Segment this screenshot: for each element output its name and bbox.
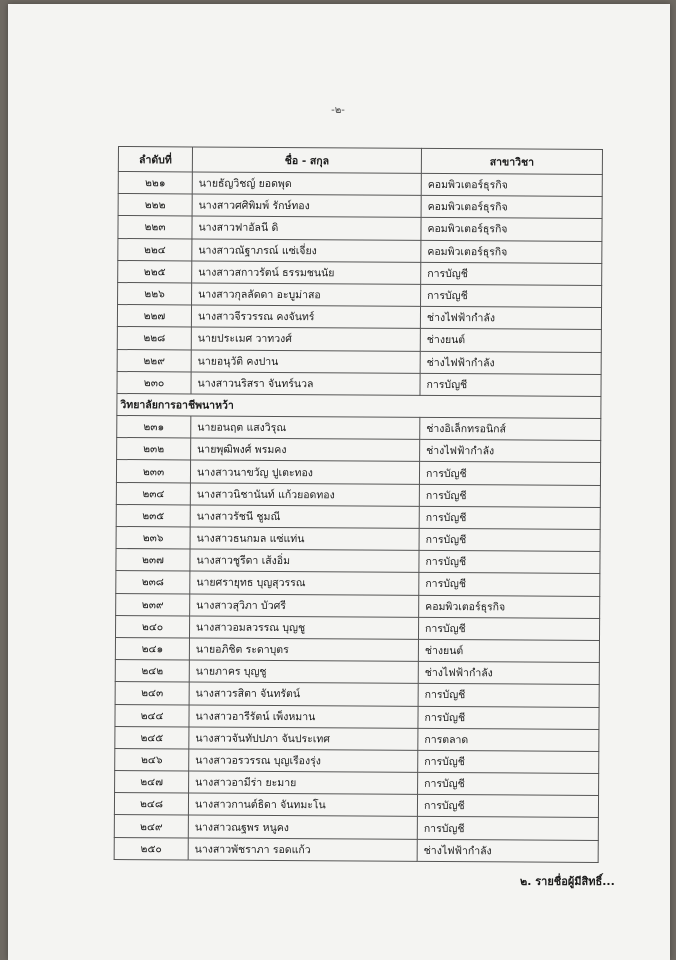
row-name: นายธัญวิชญ์ ยอดพุด bbox=[192, 172, 421, 196]
row-number: ๒๒๓ bbox=[118, 216, 192, 239]
row-name: นางสาวอามีร่า ยะมาย bbox=[189, 771, 418, 795]
table-row bbox=[116, 549, 600, 574]
row-number: ๒๓๔ bbox=[116, 482, 190, 505]
row-name: นายอนุวัติ คงปาน bbox=[191, 349, 420, 373]
table-row bbox=[115, 615, 599, 640]
row-major: คอมพิวเตอร์ธุรกิจ bbox=[421, 240, 602, 263]
row-number: ๒๓๖ bbox=[116, 526, 190, 549]
header-major: สาขาวิชา bbox=[421, 148, 602, 174]
table-row bbox=[117, 305, 601, 330]
table-row bbox=[118, 172, 602, 197]
row-major: ช่างอิเล็กทรอนิกส์ bbox=[420, 417, 601, 440]
table-row bbox=[116, 460, 600, 485]
row-major: การบัญชี bbox=[417, 817, 598, 840]
row-number: ๒๓๑ bbox=[117, 416, 191, 439]
candidate-table bbox=[114, 146, 603, 863]
table-row bbox=[116, 482, 600, 507]
row-number: ๒๕๐ bbox=[114, 837, 188, 860]
row-name: นางสาวณัฐาภรณ์ แซ่เจี่ยง bbox=[192, 239, 421, 263]
row-name: นางสาวธนกมล แซ่แท่น bbox=[190, 527, 419, 551]
row-name: นายศรายุทธ บุญสุวรรณ bbox=[190, 571, 419, 595]
row-name: นางสาวฟาอัลนี ดิ bbox=[192, 216, 421, 240]
row-name: นายประเมศ วาทวงศ์ bbox=[191, 327, 420, 351]
row-number: ๒๒๙ bbox=[117, 349, 191, 372]
row-number: ๒๒๔ bbox=[118, 238, 192, 261]
table-row bbox=[115, 748, 599, 773]
row-major: การบัญชี bbox=[419, 484, 600, 507]
row-major: การบัญชี bbox=[419, 506, 600, 529]
table-row bbox=[114, 793, 598, 818]
row-major: การบัญชี bbox=[421, 262, 602, 285]
table-row bbox=[116, 571, 600, 596]
row-major: การตลาด bbox=[418, 728, 599, 751]
table-row bbox=[114, 837, 598, 862]
row-number: ๒๔๓ bbox=[115, 682, 189, 705]
row-major: การบัญชี bbox=[421, 284, 602, 307]
row-name: นายภาคร บุญชู bbox=[189, 660, 418, 684]
table-row bbox=[114, 815, 598, 840]
row-major: ช่างไฟฟ้ากำลัง bbox=[417, 839, 598, 862]
row-name: นางสาวนาขวัญ ปูเตะทอง bbox=[190, 460, 419, 484]
row-name: นางสาวนริสรา จันทร์นวล bbox=[191, 372, 420, 396]
table-row bbox=[116, 593, 600, 618]
row-major: ช่างยนต์ bbox=[420, 329, 601, 352]
row-number: ๒๒๒ bbox=[118, 194, 192, 217]
row-major: การบัญชี bbox=[418, 772, 599, 795]
row-number: ๒๒๖ bbox=[118, 282, 192, 305]
table-row bbox=[116, 504, 600, 529]
row-number: ๒๓๓ bbox=[116, 460, 190, 483]
row-number: ๒๓๒ bbox=[117, 438, 191, 461]
table-row bbox=[117, 349, 601, 374]
footer-continuation: ๒. รายชื่อผู้มีสิทธิ์... bbox=[520, 875, 615, 888]
row-name: นางสาวณฐพร หนูคง bbox=[188, 815, 417, 839]
row-major: คอมพิวเตอร์ธุรกิจ bbox=[421, 196, 602, 219]
table-row bbox=[118, 216, 602, 241]
row-number: ๒๔๗ bbox=[115, 771, 189, 794]
table-row bbox=[115, 637, 599, 662]
row-major: คอมพิวเตอร์ธุรกิจ bbox=[419, 595, 600, 618]
row-major: ช่างไฟฟ้ากำลัง bbox=[420, 440, 601, 463]
table-row bbox=[116, 526, 600, 551]
row-major: การบัญชี bbox=[419, 462, 600, 485]
row-major: ช่างยนต์ bbox=[418, 639, 599, 662]
row-major: ช่างไฟฟ้ากำลัง bbox=[420, 351, 601, 374]
row-name: นายอภิชิต ระดาบุตร bbox=[189, 638, 418, 662]
row-name: นางสาวรัชนี ชูมณี bbox=[190, 505, 419, 529]
row-name: นางสาวอรวรรณ บุญเรืองรุ่ง bbox=[189, 749, 418, 773]
header-order: ลำดับที่ bbox=[118, 147, 192, 172]
row-name: นางสาวชูรีดา เส้งอิ่ม bbox=[190, 549, 419, 573]
row-number: ๒๔๑ bbox=[115, 637, 189, 660]
row-major: คอมพิวเตอร์ธุรกิจ bbox=[421, 218, 602, 241]
page-number: -๒- bbox=[331, 105, 345, 116]
table-row bbox=[118, 282, 602, 307]
row-name: นางสาวนิชานันท์ แก้วยอดทอง bbox=[190, 483, 419, 507]
row-name: นางสาวกานต์ธิดา จันทมะโน bbox=[188, 793, 417, 817]
row-number: ๒๔๙ bbox=[114, 815, 188, 838]
table-row bbox=[115, 682, 599, 707]
row-name: นางสาวกุลลัดดา อะบูม่าสอ bbox=[192, 283, 421, 307]
table-row bbox=[117, 416, 601, 441]
row-name: นางสาวพัชราภา รอดแก้ว bbox=[188, 838, 417, 862]
table-row bbox=[117, 371, 601, 396]
row-major: ช่างไฟฟ้ากำลัง bbox=[418, 661, 599, 684]
table-row bbox=[117, 438, 601, 463]
row-number: ๒๒๕ bbox=[118, 260, 192, 283]
row-major: การบัญชี bbox=[418, 750, 599, 773]
row-name: นายอนฤต แสงวิรุณ bbox=[191, 416, 420, 440]
row-major: การบัญชี bbox=[417, 795, 598, 818]
row-major: การบัญชี bbox=[418, 617, 599, 640]
row-number: ๒๒๑ bbox=[118, 172, 192, 195]
row-number: ๒๓๙ bbox=[116, 593, 190, 616]
table-row bbox=[115, 771, 599, 796]
row-number: ๒๔๖ bbox=[115, 748, 189, 771]
row-number: ๒๒๘ bbox=[117, 327, 191, 350]
row-number: ๒๓๗ bbox=[116, 549, 190, 572]
table-row bbox=[117, 327, 601, 352]
row-number: ๒๔๕ bbox=[115, 726, 189, 749]
table-row bbox=[118, 238, 602, 263]
row-name: นายพุฒิพงศ์ พรมคง bbox=[191, 438, 420, 462]
row-major: การบัญชี bbox=[419, 573, 600, 596]
header-name: ชื่อ - สกุล bbox=[192, 147, 421, 173]
row-number: ๒๔๒ bbox=[115, 660, 189, 683]
row-major: การบัญชี bbox=[418, 684, 599, 707]
row-number: ๒๒๗ bbox=[117, 305, 191, 328]
row-number: ๒๓๘ bbox=[116, 571, 190, 594]
row-name: นางสาวจีรวรรณ คงจันทร์ bbox=[191, 305, 420, 329]
row-name: นางสาวสุวิภา บัวศรี bbox=[190, 594, 419, 618]
table-row bbox=[118, 194, 602, 219]
table-row bbox=[115, 726, 599, 751]
row-name: นางสาวอมลวรรณ บุญชู bbox=[189, 616, 418, 640]
row-number: ๒๓๐ bbox=[117, 371, 191, 394]
section-title: วิทยาลัยการอาชีพนาหว้า bbox=[117, 393, 601, 418]
row-major: คอมพิวเตอร์ธุรกิจ bbox=[421, 173, 602, 196]
row-number: ๒๓๕ bbox=[116, 504, 190, 527]
table-header-row bbox=[118, 147, 602, 175]
table-row bbox=[118, 260, 602, 285]
row-major: การบัญชี bbox=[419, 551, 600, 574]
row-name: นางสาวอารีรัตน์ เพ็งหมาน bbox=[189, 704, 418, 728]
table-row bbox=[115, 660, 599, 685]
row-number: ๒๔๔ bbox=[115, 704, 189, 727]
row-major: การบัญชี bbox=[419, 528, 600, 551]
row-major: การบัญชี bbox=[420, 373, 601, 396]
row-number: ๒๔๘ bbox=[114, 793, 188, 816]
row-name: นางสาวศศิพิมพ์ รักษ์ทอง bbox=[192, 194, 421, 218]
row-name: นางสาวสกาวรัตน์ ธรรมชนนัย bbox=[192, 261, 421, 285]
row-major: การบัญชี bbox=[418, 706, 599, 729]
row-name: นางสาวรสิตา จันทรัตน์ bbox=[189, 682, 418, 706]
table-row bbox=[115, 704, 599, 729]
row-name: นางสาวจันทัปปภา จันประเทศ bbox=[189, 727, 418, 751]
section-row bbox=[117, 393, 601, 418]
row-major: ช่างไฟฟ้ากำลัง bbox=[420, 306, 601, 329]
row-number: ๒๔๐ bbox=[115, 615, 189, 638]
